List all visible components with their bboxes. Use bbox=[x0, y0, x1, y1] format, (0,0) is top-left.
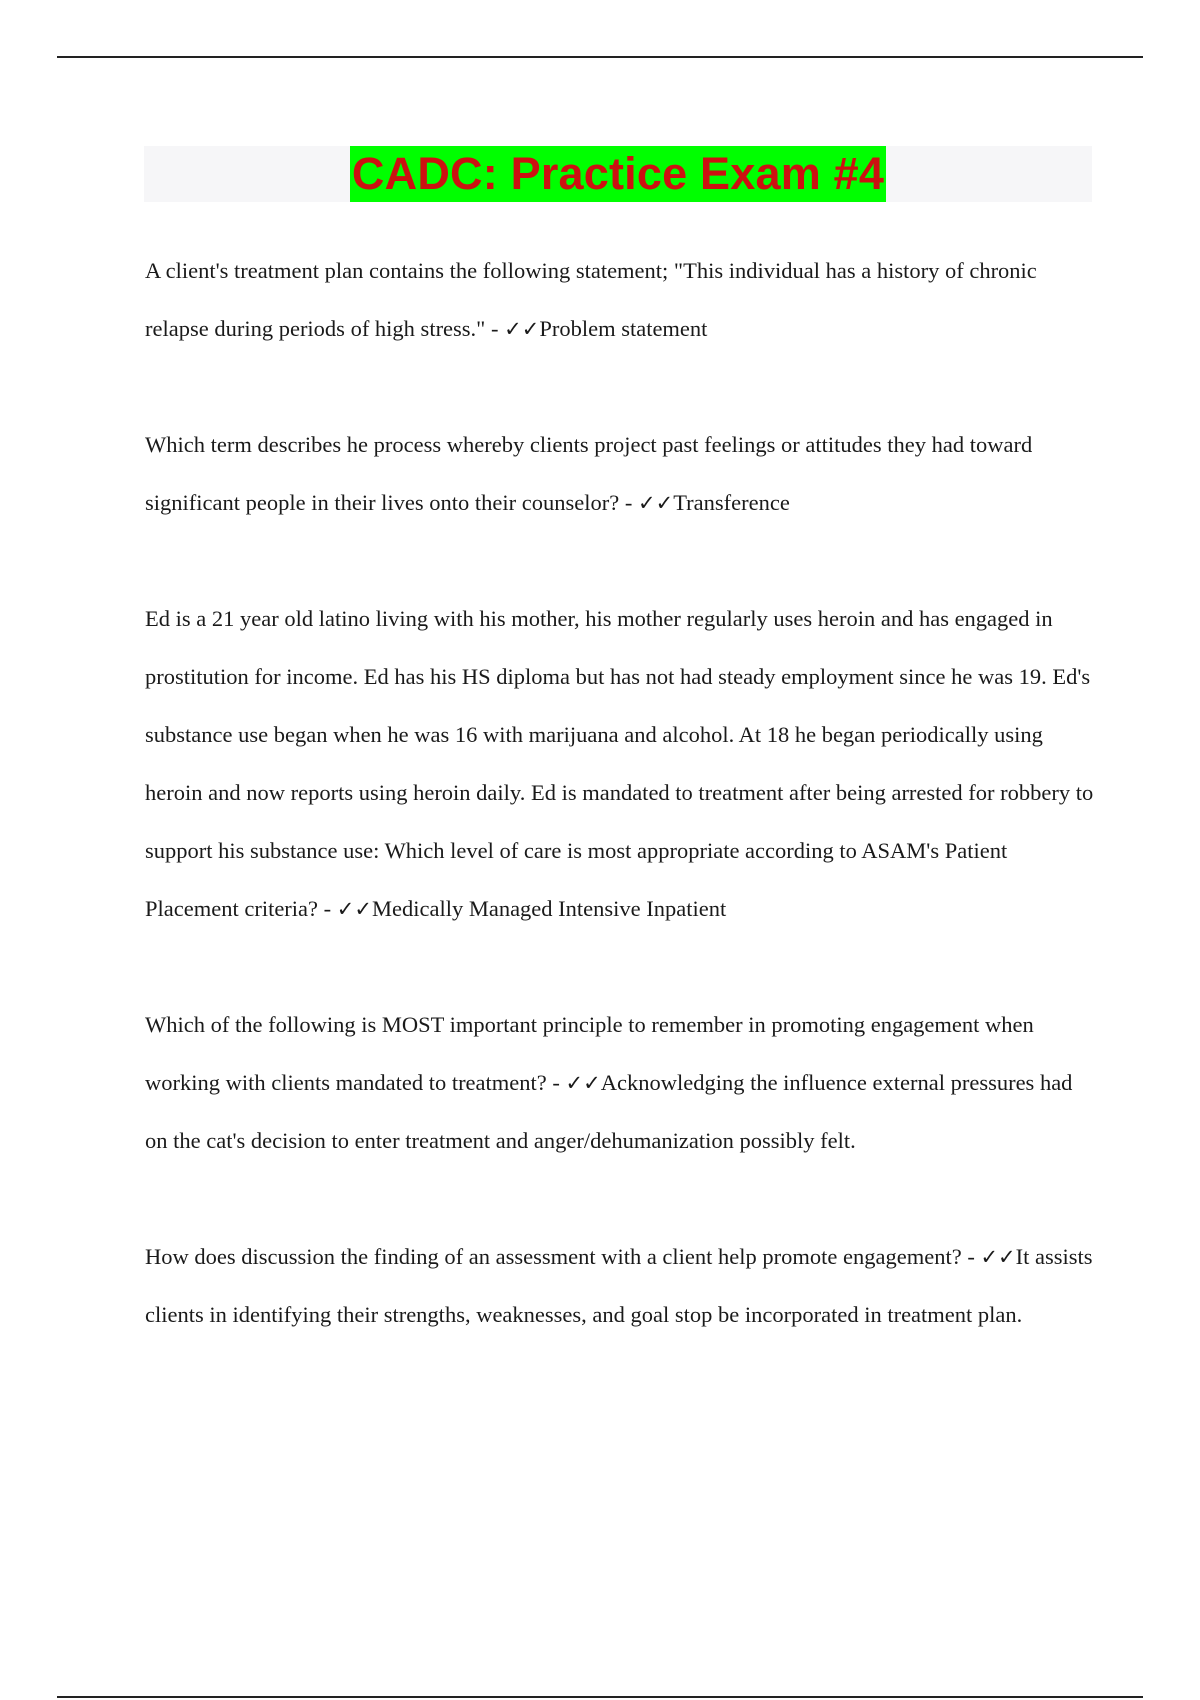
qa-item bbox=[145, 996, 1095, 1170]
qa-item bbox=[145, 1228, 1095, 1344]
check-mark-icon: ✓✓ bbox=[980, 1245, 1016, 1269]
check-mark-icon: ✓✓ bbox=[504, 317, 540, 341]
question-text: Which term describes he process whereby clients project past feelings or attitudes they had toward significant people in their lives onto their counselor? bbox=[145, 432, 1033, 515]
check-mark-icon: ✓✓ bbox=[565, 1071, 601, 1095]
check-mark-icon: ✓✓ bbox=[336, 897, 372, 921]
question-text: Which of the following is MOST important principle to remember in promoting engagement when working with clients mandated to treatment? bbox=[145, 1012, 1034, 1095]
qa-item bbox=[145, 242, 1095, 358]
qa-item bbox=[145, 416, 1095, 532]
separator: - bbox=[546, 1070, 566, 1095]
answer-text: Acknowledging the influence external pressures had on the cat's decision to enter treatment and anger/dehumanization possibly felt. bbox=[145, 1070, 1073, 1153]
answer-text: It assists clients in identifying their strengths, weaknesses, and goal stop be incorporated in treatment plan. bbox=[145, 1244, 1093, 1327]
separator: - bbox=[619, 490, 638, 515]
answer-text: Transference bbox=[673, 490, 790, 515]
separator: - bbox=[961, 1244, 981, 1269]
qa-item bbox=[145, 590, 1095, 938]
top-rule bbox=[57, 56, 1143, 58]
separator: - bbox=[318, 896, 337, 921]
question-text: How does discussion the finding of an assessment with a client help promote engagement? bbox=[145, 1244, 962, 1269]
title-band bbox=[144, 146, 1092, 202]
separator: - bbox=[485, 316, 505, 341]
answer-text: Medically Managed Intensive Inpatient bbox=[371, 896, 727, 921]
document-title: CADC: Practice Exam #4 bbox=[350, 146, 886, 202]
question-text: Ed is a 21 year old latino living with his mother, his mother regularly uses heroin and has engaged in prostitution for income. Ed has his HS diploma but has not had steady employment since he was 19. Ed's substance use began when he was 16 with marijuana and alcohol. At 18 he began periodically using heroin and now reports using heroin daily. Ed is mandated to treatment after being arrested for robbery to support his substance use: Which level of care is most appropriate according to ASAM's Patient Placement criteria? bbox=[145, 606, 1094, 921]
check-mark-icon: ✓✓ bbox=[638, 491, 674, 515]
document-body bbox=[145, 242, 1095, 1402]
answer-text: Problem statement bbox=[539, 316, 708, 341]
bottom-rule bbox=[57, 1696, 1143, 1698]
question-text: A client's treatment plan contains the following statement; "This individual has a history of chronic relapse during periods of high stress." bbox=[145, 258, 1037, 341]
